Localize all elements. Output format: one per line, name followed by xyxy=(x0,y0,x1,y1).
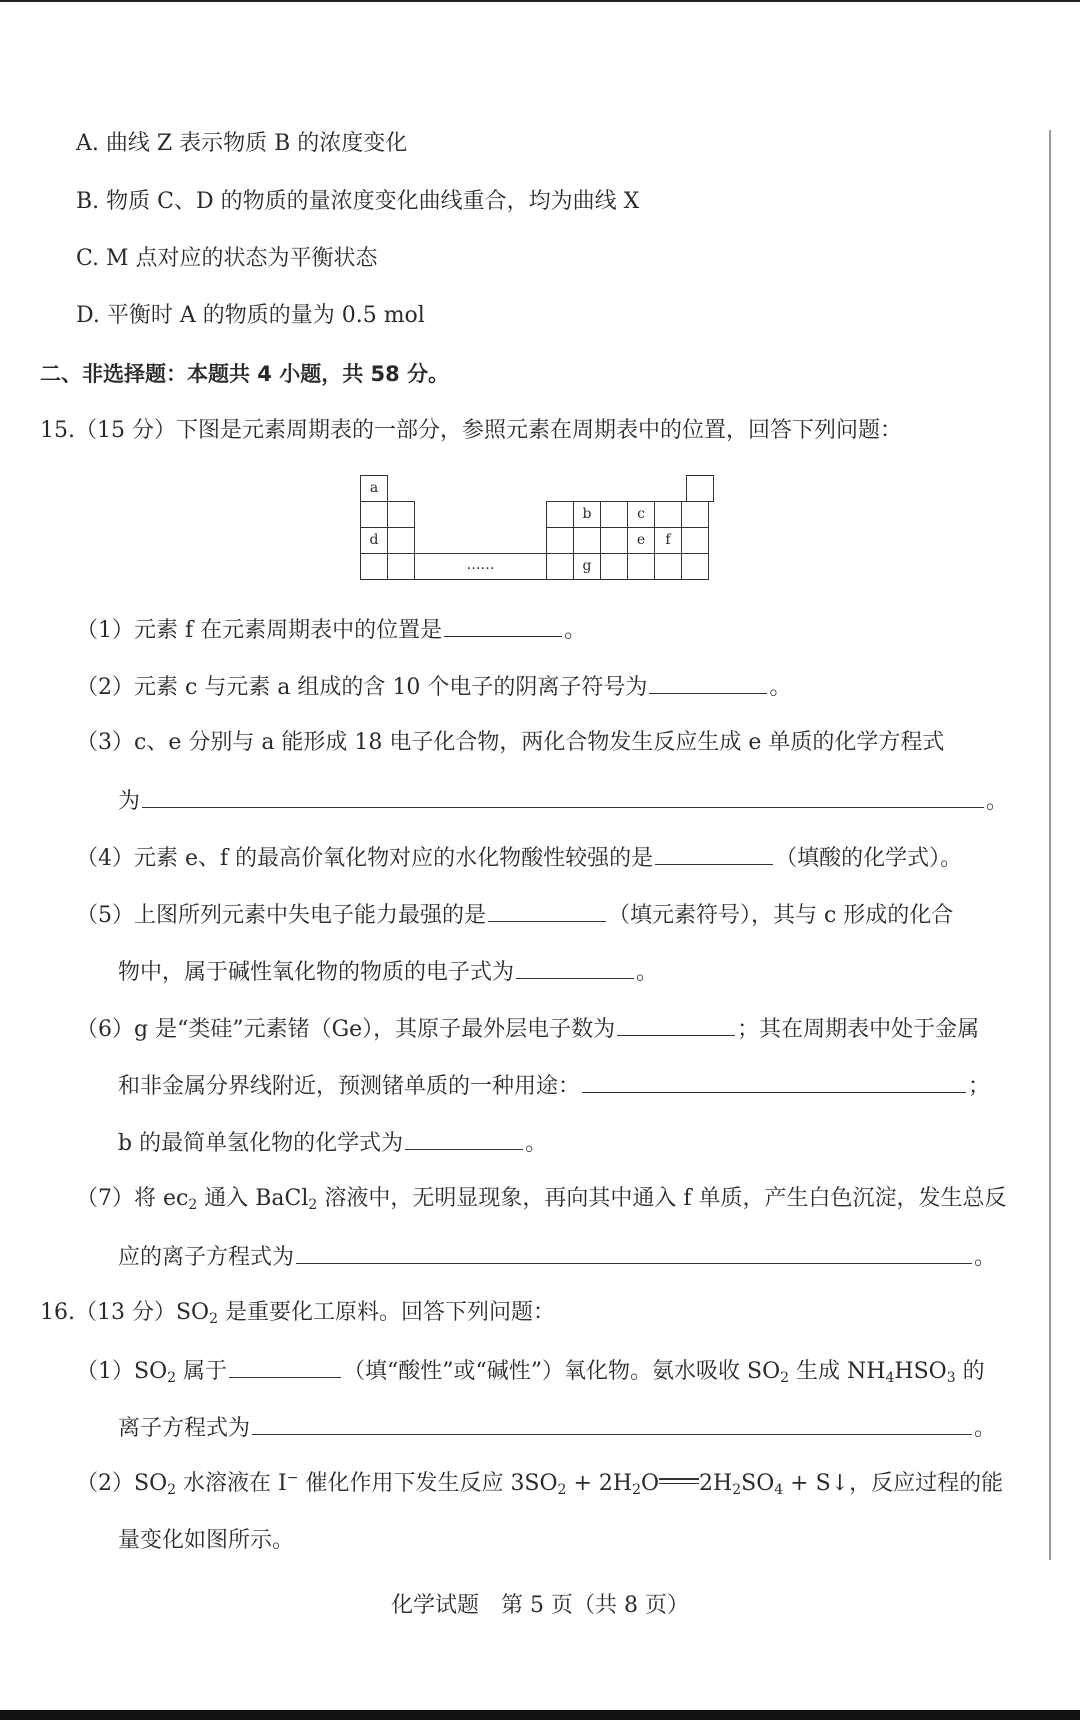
q15-p5-text2: 物中，属于碱性氧化物的物质的电子式为 xyxy=(118,960,515,985)
q15-stem: 15.（15 分）下图是元素周期表的一部分，参照元素在周期表中的位置，回答下列问题： xyxy=(40,418,902,443)
answer-blank[interactable] xyxy=(516,956,634,979)
scan-top-edge xyxy=(0,0,1080,2)
q16-p1-text: HSO xyxy=(894,1359,947,1384)
q16-p1-text: （1）SO xyxy=(76,1359,168,1384)
q15-part5-line1 xyxy=(76,899,953,931)
q15-p6-end: 。 xyxy=(525,1131,548,1156)
subscript: 2 xyxy=(732,1482,742,1498)
option-c: C. M 点对应的状态为平衡状态 xyxy=(76,246,378,271)
section-heading: 二、非选择题：本题共 4 小题，共 58 分。 xyxy=(40,362,450,386)
q15-part3-line1: （3）c、e 分别与 a 能形成 18 电子化合物，两化合物发生反应生成 e 单质的化学方程式 xyxy=(76,730,945,755)
q15-p6-text3: b 的最简单氢化物的化学式为 xyxy=(118,1131,404,1156)
q15-p2-end: 。 xyxy=(769,675,792,700)
q16-p2-text: （2）SO xyxy=(76,1471,168,1496)
scan-bottom-edge xyxy=(0,1710,1080,1720)
q15-part5-line2 xyxy=(118,956,658,988)
subscript: 2 xyxy=(167,1370,177,1386)
q15-part2 xyxy=(76,671,791,703)
table-ellipsis: …… xyxy=(466,557,495,573)
cell-f: f xyxy=(654,527,682,554)
q15-p6-text: （6）g 是“类硅”元素锗（Ge），其原子最外层电子数为 xyxy=(76,1017,616,1042)
q16-p2-text: SO xyxy=(741,1471,775,1496)
q15-p4-end: （填酸的化学式）。 xyxy=(775,846,963,871)
answer-blank[interactable] xyxy=(405,1127,523,1150)
subscript: 2 xyxy=(188,1197,198,1213)
q15-part7-line1 xyxy=(76,1184,1006,1214)
table-cell xyxy=(627,553,655,580)
table-cell xyxy=(600,527,628,554)
q15-p7-text: 溶液中，无明显现象，再向其中通入 f 单质，产生白色沉淀，发生总反 xyxy=(317,1186,1007,1211)
margin-rule xyxy=(1049,130,1051,1560)
q15-p6-mid2: ； xyxy=(968,1074,991,1099)
answer-blank[interactable] xyxy=(655,842,773,865)
q15-p1-end: 。 xyxy=(564,618,587,643)
q16-p1-text2: 离子方程式为 xyxy=(118,1416,251,1441)
option-b: B. 物质 C、D 的物质的量浓度变化曲线重合，均为曲线 X xyxy=(76,189,640,214)
table-cell xyxy=(546,501,574,528)
table-cell xyxy=(387,553,415,580)
subscript: 2 xyxy=(557,1482,567,1498)
table-cell xyxy=(360,501,388,528)
answer-blank[interactable] xyxy=(252,1412,972,1435)
q15-part7-line2 xyxy=(118,1241,996,1273)
q15-p3-end: 。 xyxy=(986,789,1009,814)
q16-p1-end: 。 xyxy=(974,1416,997,1441)
table-cell xyxy=(546,527,574,554)
q15-p6-text2: 和非金属分界线附近，预测锗单质的一种用途： xyxy=(118,1074,581,1099)
q15-p7-text: （7）将 ec xyxy=(76,1186,189,1211)
cell-c: c xyxy=(627,501,655,528)
answer-blank[interactable] xyxy=(229,1355,341,1378)
subscript: 2 xyxy=(308,1197,318,1213)
q15-p6-mid: ；其在周期表中处于金属 xyxy=(737,1017,980,1042)
q15-part4 xyxy=(76,842,962,874)
answer-blank[interactable] xyxy=(444,614,562,637)
q16-stem xyxy=(40,1298,555,1328)
q16-stem-text: 是重要化工原料。回答下列问题： xyxy=(218,1300,556,1325)
q16-part1-line1 xyxy=(76,1355,985,1387)
q15-p4-text: （4）元素 e、f 的最高价氧化物对应的水化物酸性较强的是 xyxy=(76,846,654,871)
q16-part2-line2: 量变化如图所示。 xyxy=(118,1528,295,1553)
answer-blank[interactable] xyxy=(617,1013,735,1036)
subscript: 2 xyxy=(167,1482,177,1498)
table-cell xyxy=(387,501,415,528)
table-cell xyxy=(600,501,628,528)
equals-sign xyxy=(659,1475,699,1487)
q16-p2-text: + S↓，反应过程的能 xyxy=(783,1471,1004,1496)
table-cell xyxy=(546,553,574,580)
cell-d: d xyxy=(360,527,388,554)
q15-p5-text: （5）上图所列元素中失电子能力最强的是 xyxy=(76,903,486,928)
cell-e: e xyxy=(627,527,655,554)
answer-blank[interactable] xyxy=(649,671,767,694)
answer-blank[interactable] xyxy=(582,1070,966,1093)
q15-part1 xyxy=(76,614,586,646)
q16-p2-text: 水溶液在 I xyxy=(176,1471,287,1496)
q16-p2-text: 2H xyxy=(699,1471,733,1496)
table-cell xyxy=(360,553,388,580)
table-cell xyxy=(681,501,709,528)
answer-blank[interactable] xyxy=(142,785,984,808)
subscript: 3 xyxy=(946,1370,956,1386)
q16-part2-line1 xyxy=(76,1469,1003,1499)
q15-part6-line3 xyxy=(118,1127,547,1159)
option-a: A. 曲线 Z 表示物质 B 的浓度变化 xyxy=(76,131,408,156)
q16-p2-text: O xyxy=(641,1471,660,1496)
option-d: D. 平衡时 A 的物质的量为 0.5 mol xyxy=(76,303,425,328)
table-cell xyxy=(654,553,682,580)
subscript: 2 xyxy=(780,1370,790,1386)
q15-p3-text: 为 xyxy=(118,789,141,814)
q16-p2-text: 催化作用下发生反应 3SO xyxy=(298,1471,558,1496)
table-cell xyxy=(686,475,714,502)
q15-p5-mid: （填元素符号），其与 c 形成的化合 xyxy=(608,903,954,928)
cell-a: a xyxy=(360,475,388,502)
q16-p1-text: 的 xyxy=(955,1359,985,1384)
q16-p2-text: + 2H xyxy=(566,1471,633,1496)
table-cell xyxy=(654,501,682,528)
q15-p7-end: 。 xyxy=(974,1245,997,1270)
q15-part6-line2 xyxy=(118,1070,990,1102)
table-cell xyxy=(681,527,709,554)
subscript: 4 xyxy=(774,1482,784,1498)
subscript: 4 xyxy=(885,1370,895,1386)
q15-p7-text2: 应的离子方程式为 xyxy=(118,1245,295,1270)
q16-p1-text: （填“酸性”或“碱性”）氧化物。氨水吸收 SO xyxy=(343,1359,781,1384)
subscript: 2 xyxy=(209,1311,219,1327)
subscript: 2 xyxy=(632,1482,641,1498)
q15-p7-text: 通入 BaCl xyxy=(197,1186,309,1211)
q15-p1-text: （1）元素 f 在元素周期表中的位置是 xyxy=(76,618,443,643)
q15-p2-text: （2）元素 c 与元素 a 组成的含 10 个电子的阴离子符号为 xyxy=(76,675,648,700)
table-cell xyxy=(600,553,628,580)
answer-blank[interactable] xyxy=(296,1241,972,1264)
table-cell xyxy=(573,527,601,554)
q16-p1-text: 生成 NH xyxy=(789,1359,886,1384)
page-footer: 化学试题 第 5 页（共 8 页） xyxy=(391,1593,689,1618)
q15-part3-line2 xyxy=(118,785,1008,817)
q16-p1-text: 属于 xyxy=(176,1359,228,1384)
superscript: − xyxy=(286,1470,299,1486)
q15-part6-line1 xyxy=(76,1013,979,1045)
table-cell xyxy=(681,553,709,580)
q16-part1-line2 xyxy=(118,1412,996,1444)
table-cell xyxy=(387,527,415,554)
answer-blank[interactable] xyxy=(488,899,606,922)
cell-b: b xyxy=(573,501,601,528)
cell-g: g xyxy=(573,553,601,580)
q15-p5-end: 。 xyxy=(636,960,659,985)
q16-stem-text: 16.（13 分）SO xyxy=(40,1300,210,1325)
